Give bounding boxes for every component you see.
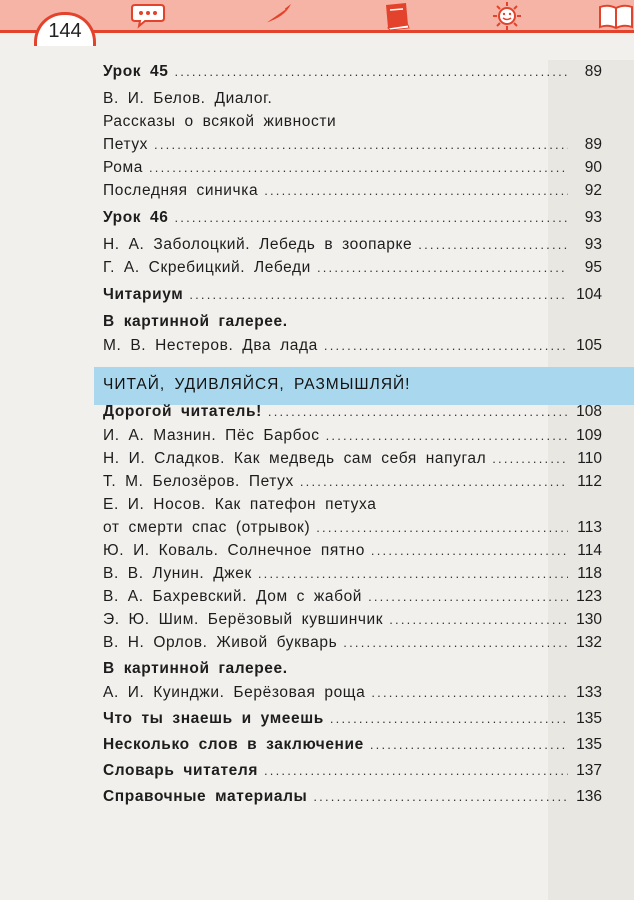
toc-entry — [103, 450, 602, 473]
toc-entry-page: 93 — [584, 209, 602, 226]
toc-leader-dots — [313, 789, 568, 804]
toc-leader-dots — [324, 338, 568, 353]
header-rule — [0, 30, 634, 33]
toc-entry-title: Словарь читателя — [103, 762, 258, 779]
toc-entry — [103, 519, 602, 542]
toc-entry-page: 137 — [576, 762, 602, 779]
toc-entry-title: Дорогой читатель! — [103, 403, 262, 420]
toc-entry — [103, 684, 602, 707]
toc-leader-dots — [264, 763, 568, 778]
toc-leader-dots — [371, 685, 568, 700]
toc-leader-dots — [418, 237, 568, 252]
toc-entry — [103, 209, 602, 232]
toc-entry-page: 93 — [584, 236, 602, 253]
toc-leader-dots — [368, 589, 568, 604]
toc-entry — [103, 427, 602, 450]
toc-entry-title: Г. А. Скребицкий. Лебеди — [103, 259, 311, 276]
toc-entry-title: В. Н. Орлов. Живой букварь — [103, 634, 338, 651]
chat-bubble-icon — [130, 1, 166, 29]
toc-entry — [103, 710, 602, 733]
section-title: ЧИТАЙ, УДИВЛЯЙСЯ, РАЗМЫШЛЯЙ! — [103, 376, 411, 393]
toc-leader-dots — [316, 520, 568, 535]
toc-entry-title: В. В. Лунин. Джек — [103, 565, 252, 582]
toc-entry — [103, 788, 602, 811]
toc-entry-page: 113 — [577, 519, 602, 536]
toc-entry-title: В. А. Бахревский. Дом с жабой — [103, 588, 363, 605]
toc-entry-title: Ю. И. Коваль. Солнечное пятно — [103, 542, 365, 559]
page-number: 144 — [48, 20, 82, 42]
toc-leader-dots — [300, 474, 568, 489]
toc-entry — [103, 337, 602, 360]
sun-icon — [490, 1, 524, 31]
toc-entry-title: В картинной галерее. — [103, 313, 288, 330]
toc-entry-title: Рома — [103, 159, 143, 176]
toc-leader-dots — [343, 635, 568, 650]
toc-entry — [103, 588, 602, 611]
toc-leader-dots — [330, 711, 568, 726]
toc-entry-title: М. В. Нестеров. Два лада — [103, 337, 318, 354]
toc-entry-page: 90 — [584, 159, 602, 176]
toc-leader-dots — [492, 451, 568, 466]
toc-leader-dots — [268, 404, 568, 419]
toc-entry-page: 104 — [576, 286, 602, 303]
feather-icon — [255, 1, 295, 29]
toc-entry-title: Е. И. Носов. Как патефон петуха — [103, 496, 377, 513]
toc-entry — [103, 565, 602, 588]
toc-leader-dots — [317, 260, 568, 275]
toc-entry-title: от смерти спас (отрывок) — [103, 519, 311, 536]
toc-entry-page: 114 — [577, 542, 602, 559]
toc-entry — [103, 159, 602, 182]
toc-entry-title: А. И. Куинджи. Берёзовая роща — [103, 684, 366, 701]
toc-entry — [103, 182, 602, 205]
toc-entry — [103, 496, 583, 519]
toc-leader-dots — [264, 183, 568, 198]
toc-entry-page: 123 — [576, 588, 602, 605]
toc-leader-dots — [175, 64, 569, 79]
toc-leader-dots — [149, 160, 568, 175]
toc-entry-title: Н. И. Сладков. Как медведь сам себя напугал — [103, 450, 487, 467]
toc-entry — [103, 542, 602, 565]
toc-entry-page: 89 — [584, 63, 602, 80]
toc-entry-title: И. А. Мазнин. Пёс Барбос — [103, 427, 320, 444]
toc-entry — [103, 611, 602, 634]
toc-entry-page: 136 — [576, 788, 602, 805]
toc-entry-page: 133 — [576, 684, 602, 701]
toc-leader-dots — [371, 543, 568, 558]
toc-entry-title: Т. М. Белозёров. Петух — [103, 473, 294, 490]
toc-leader-dots — [189, 287, 568, 302]
book-icon — [378, 1, 414, 31]
toc-entry-page: 130 — [576, 611, 602, 628]
toc-leader-dots — [389, 612, 568, 627]
toc-entry — [103, 90, 583, 113]
toc-entry-title: Э. Ю. Шим. Берёзовый кувшинчик — [103, 611, 384, 628]
toc-entry — [103, 660, 583, 683]
toc-entry-title: Петух — [103, 136, 149, 153]
toc-entry — [103, 403, 602, 426]
toc-leader-dots — [370, 737, 568, 752]
toc-leader-dots — [175, 210, 569, 225]
toc-entry-page: 105 — [576, 337, 602, 354]
toc-entry — [103, 63, 602, 86]
toc-entry — [103, 236, 602, 259]
toc-entry — [103, 136, 602, 159]
toc-entry-title: Урок 46 — [103, 209, 169, 226]
toc-entry — [103, 113, 583, 136]
toc-entry-title: В картинной галерее. — [103, 660, 288, 677]
toc-entry-page: 95 — [584, 259, 602, 276]
toc-entry-page: 108 — [576, 403, 602, 420]
toc-entry-title: В. И. Белов. Диалог. — [103, 90, 273, 107]
toc-entry-title: Несколько слов в заключение — [103, 736, 364, 753]
open-book-icon — [598, 1, 634, 31]
toc-entry — [103, 473, 602, 496]
toc-entry-title: Рассказы о всякой живности — [103, 113, 337, 130]
toc-leader-dots — [326, 428, 568, 443]
toc-entry-page: 109 — [576, 427, 602, 444]
toc-entry-title: Последняя синичка — [103, 182, 259, 199]
toc-entry — [103, 259, 602, 282]
toc-entry-page: 118 — [577, 565, 602, 582]
toc-entry-title: Что ты знаешь и умеешь — [103, 710, 324, 727]
toc-entry-title: Н. А. Заболоцкий. Лебедь в зоопарке — [103, 236, 413, 253]
toc-entry — [103, 762, 602, 785]
toc-entry-page: 110 — [577, 450, 602, 467]
toc-entry-page: 112 — [577, 473, 602, 490]
toc-entry — [103, 313, 583, 336]
toc-leader-dots — [258, 566, 568, 581]
toc-entry-page: 92 — [584, 182, 602, 199]
header-bar — [0, 0, 634, 30]
toc-entry-title: Урок 45 — [103, 63, 169, 80]
toc-entry-title: Справочные материалы — [103, 788, 308, 805]
toc-entry-page: 132 — [576, 634, 602, 651]
toc-entry-page: 135 — [576, 710, 602, 727]
toc-entry — [103, 286, 602, 309]
toc-entry-page: 135 — [576, 736, 602, 753]
toc-entry-page: 89 — [584, 136, 602, 153]
toc-leader-dots — [154, 137, 568, 152]
toc-entry — [103, 634, 602, 657]
toc-entry — [103, 736, 602, 759]
toc-entry-title: Читариум — [103, 286, 184, 303]
